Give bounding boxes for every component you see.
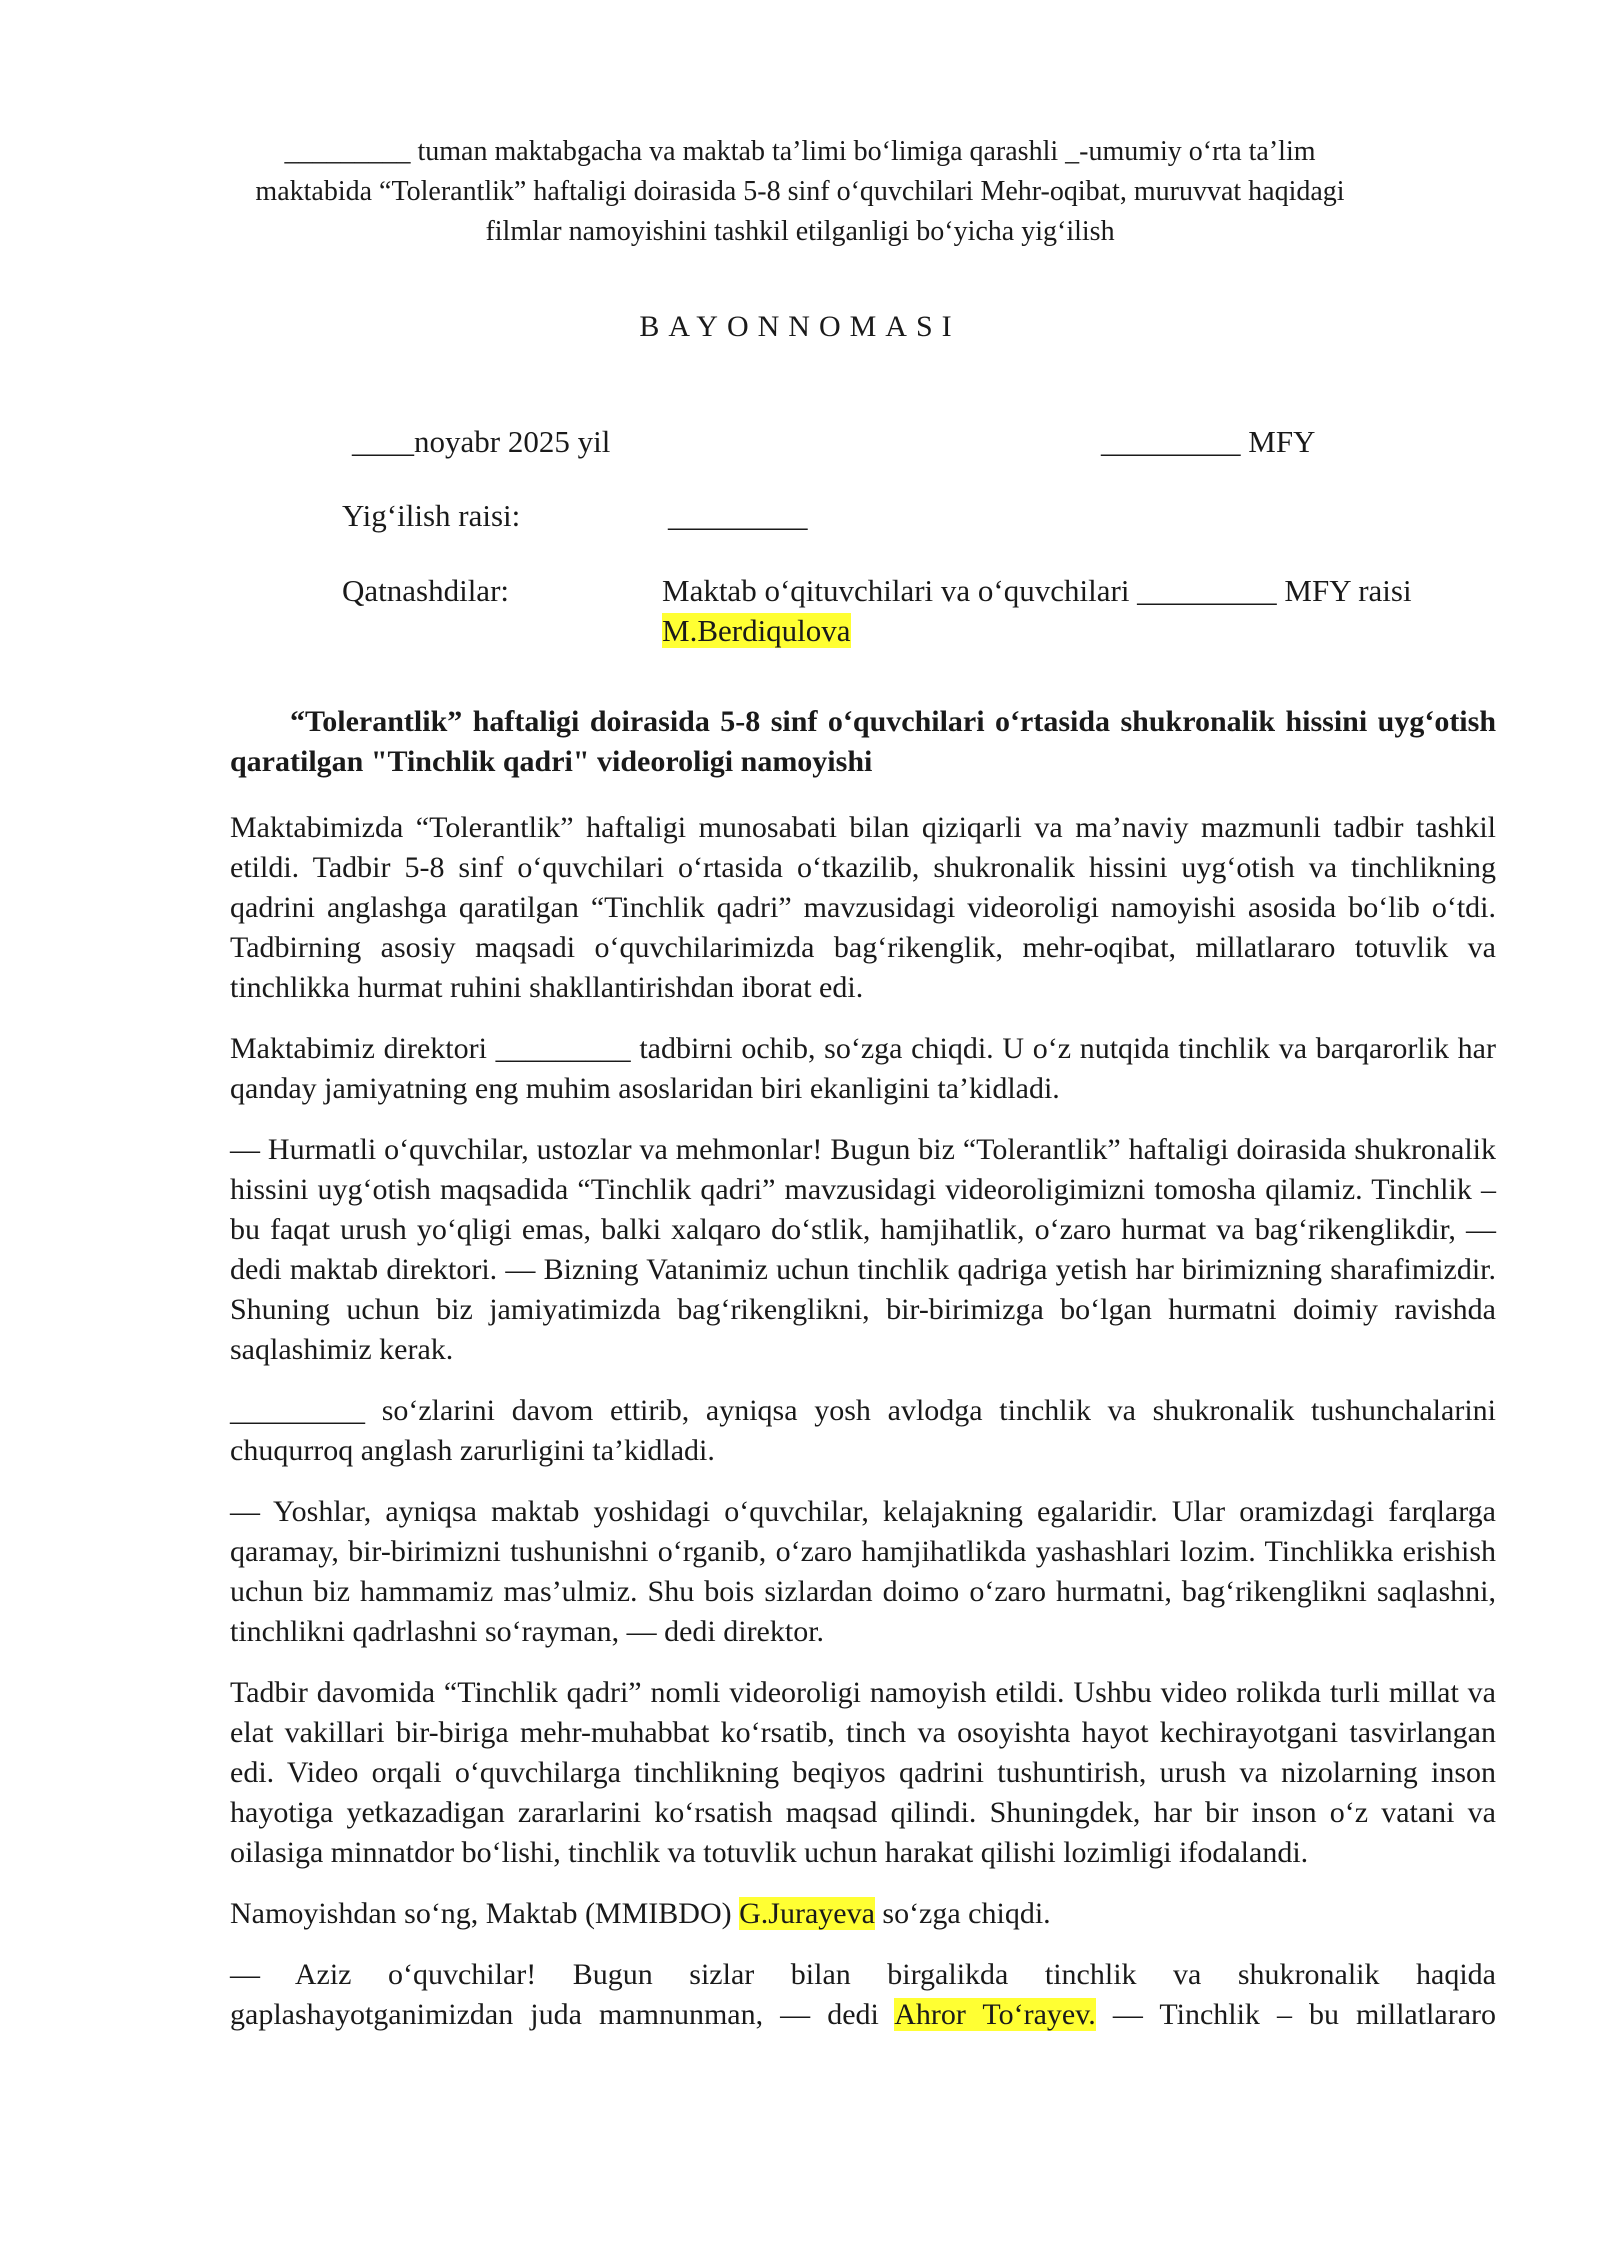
chair-value: _________ (668, 498, 808, 533)
document-body (230, 808, 1496, 2056)
paragraph-7-end: so‘zga chiqdi. (874, 1897, 1051, 1930)
mfy-name: _________ MFY (1101, 424, 1316, 459)
paragraph-8-end: — Tinchlik – bu millatlararo (1095, 1998, 1496, 2031)
paragraph-3: — Hurmatli o‘quvchilar, ustozlar va mehmonlar! Bugun biz “Tolerantlik” haftaligi doirasida shukronalik hissini uyg‘otish maqsadida “Tinchlik qadri” mavzusidagi videoroligimizni tomosha qilamiz. Tinchlik – bu faqat urush yo‘qligi emas, balki xalqaro do‘stlik, hamjihatlik, o‘zaro hurmat va bag‘rikenglikdir, — dedi maktab direktori. — Bizning Vatanimiz uchun tinchlik qadriga yetish har birimizning sharafimizdir. Shuning uchun biz jamiyatimizda bag‘rikenglikni, bir-birimizga bo‘lgan hurmatni doimiy ravishda saqlashimiz kerak. (230, 1133, 1496, 1366)
participants-value: Maktab o‘qituvchilari va o‘quvchilari _________ MFY raisi (662, 573, 1412, 608)
section-heading: “Tolerantlik” haftaligi doirasida 5-8 sinf o‘quvchilari o‘rtasida shukronalik hissini uyg‘otish qaratilgan "Tinchlik qadri" videoroligi namoyishi (230, 705, 1496, 778)
header-line-1: _________ tuman maktabgacha va maktab ta’limi bo‘limiga qarashli _-umumiy o‘rta ta’lim (284, 136, 1316, 167)
paragraph-1: Maktabimizda “Tolerantlik” haftaligi munosabati bilan qiziqarli va ma’naviy mazmunli tadbir tashkil etildi. Tadbir 5-8 sinf o‘quvchilari o‘rtasida o‘tkazilib, shukronalik hissini uyg‘otish va tinchlikning qadrini anglashga qaratilgan “Tinchlik qadri” mavzusidagi videoroligi namoyishi asosida bo‘lib o‘tdi. Tadbirning asosiy maqsadi o‘quvchilarimizda bag‘rikenglik, mehr-oqibat, millatlararo totuvlik va tinchlikka hurmat ruhini shakllantirishdan iborat edi. (230, 811, 1496, 1004)
paragraph-7-text: Namoyishdan so‘ng, Maktab (MMIBDO) (230, 1897, 740, 1930)
participants-name (662, 611, 851, 651)
header-line-2: maktabida “Tolerantlik” haftaligi doirasida 5-8 sinf o‘quvchilari Mehr-oqibat, muruvvat haqidagi (255, 176, 1345, 207)
chair-label: Yig‘ilish raisi: (342, 498, 521, 533)
document-title: BAYONNOMASI (639, 310, 961, 343)
paragraph-4: _________ so‘zlarini davom ettirib, ayniqsa yosh avlodga tinchlik va shukronalik tushunchalarini chuqurroq anglash zarurligini ta’kidladi. (230, 1394, 1496, 1467)
paragraph-2: Maktabimiz direktori _________ tadbirni ochib, so‘zga chiqdi. U o‘z nutqida tinchlik va barqarorlik har qanday jamiyatning eng muhim asoslaridan biri ekanligini ta’kidladi. (230, 1032, 1496, 1105)
participants-label: Qatnashdilar: (342, 573, 510, 608)
paragraph-7 (230, 1894, 1496, 1934)
header-line-3: filmlar namoyishini tashkil etilganligi bo‘yicha yig‘ilish (485, 216, 1115, 247)
paragraph-5: — Yoshlar, ayniqsa maktab yoshidagi o‘quvchilar, kelajakning egalaridir. Ular oramizdagi farqlarga qaramay, bir-birimizni tushunishni o‘rganib, o‘zaro hamjihatlikda yashashlari lozim. Tinchlikka erishish uchun biz hammamiz mas’ulmiz. Shu bois sizlardan doimo o‘zaro hurmatni, bag‘rikenglikni saqlashni, tinchlikni qadrlashni so‘rayman, — dedi direktor. (230, 1495, 1496, 1648)
highlighted-name: G.Jurayeva (739, 1897, 875, 1930)
paragraph-8-text: — Aziz o‘quvchilar! Bugun sizlar bilan birgalikda tinchlik va shukronalik haqida gaplashayotganimizdan juda mamnunman, — dedi (230, 1958, 1496, 2031)
meeting-date: ____noyabr 2025 yil (352, 424, 611, 459)
paragraph-8 (230, 1955, 1496, 2035)
paragraph-6: Tadbir davomida “Tinchlik qadri” nomli videoroligi namoyish etildi. Ushbu video rolikda turli millat va elat vakillari bir-biriga mehr-muhabbat ko‘rsatib, tinch va osoyishta hayot kechirayotgani tasvirlangan edi. Video orqali o‘quvchilarga tinchlikning beqiyos qadrini tushuntirish, urush va nizolarning inson hayotiga yetkazadigan zararlarini ko‘rsatish maqsad qilindi. Shuningdek, har bir inson o‘z vatani va oilasiga minnatdor bo‘lishi, tinchlik va totuvlik uchun harakat qilishi lozimligi ifodalandi. (230, 1676, 1496, 1869)
highlighted-name: M.Berdiqulova (662, 613, 851, 648)
document-header (200, 132, 1400, 252)
highlighted-name: Ahror To‘rayev. (894, 1998, 1096, 2031)
